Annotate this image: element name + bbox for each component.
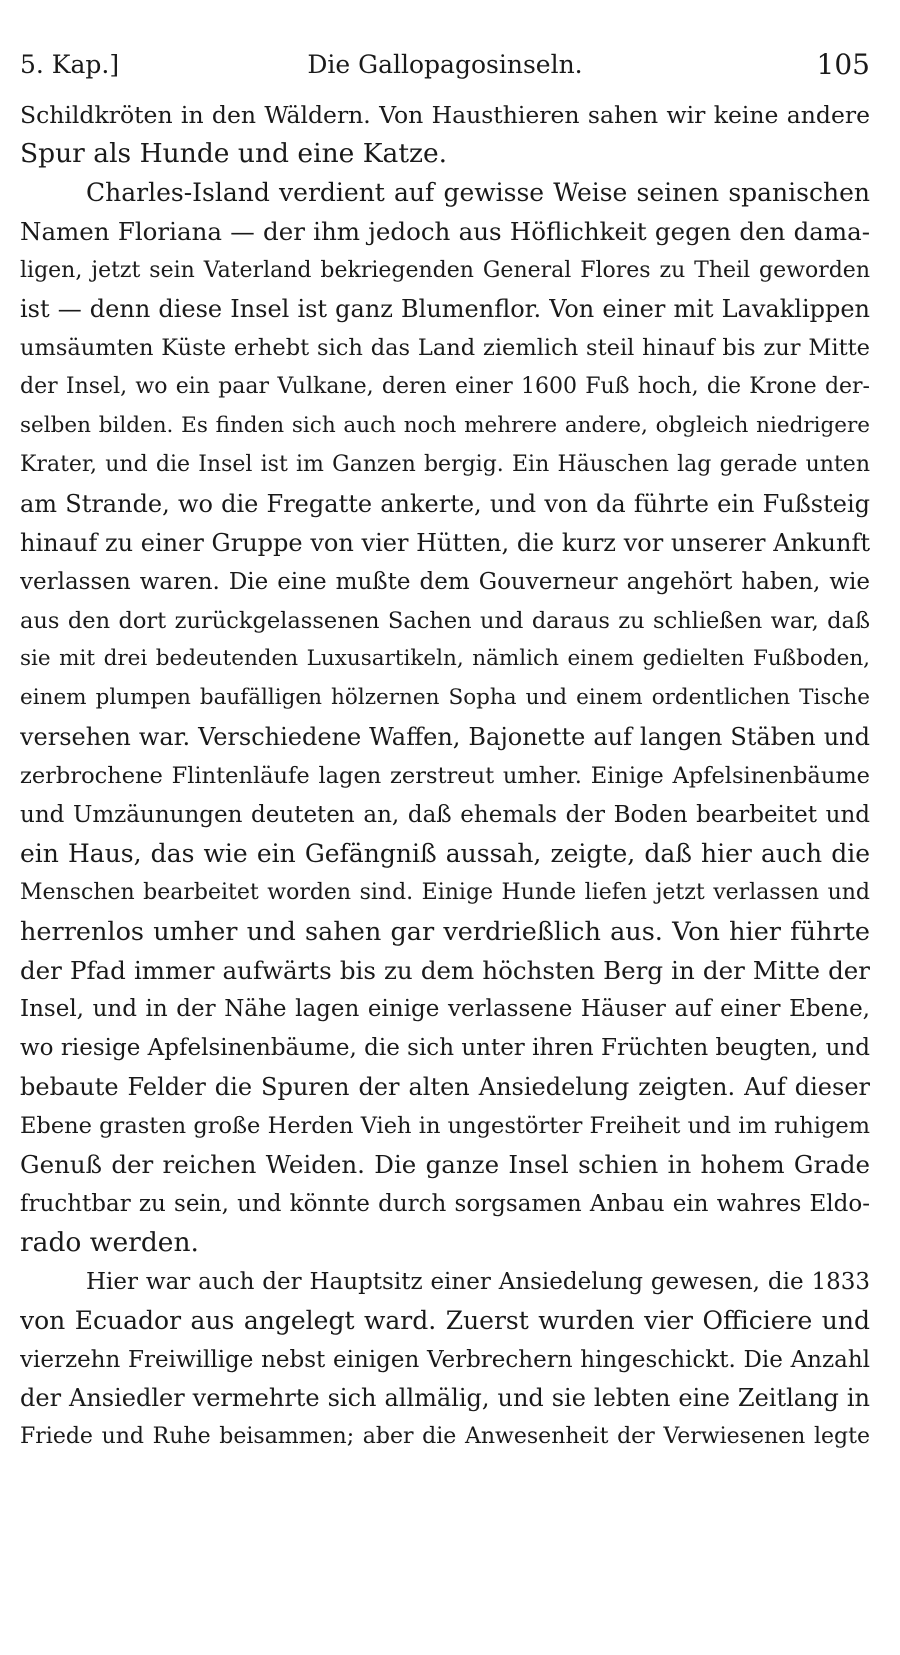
text-line: wo riesige Apfelsinenbäume, die sich unter ihren Früchten beugten, und — [20, 1035, 870, 1062]
text-line: am Strande, wo die Fregatte ankerte, und von da führte ein Fußsteig — [20, 489, 870, 518]
text-line: selben bilden. Es finden sich auch noch mehrere andere, obgleich niedrigere — [20, 413, 870, 439]
text-line: Friede und Ruhe beisammen; aber die Anwesenheit der Verwiesenen legte — [20, 1424, 870, 1450]
text-line: sie mit drei bedeutenden Luxusartikeln, nämlich einem gedielten Fußboden, — [20, 646, 870, 672]
text-line: verlassen waren. Die eine mußte dem Gouverneur angehört haben, wie — [20, 568, 870, 595]
text-line: fruchtbar zu sein, und könnte durch sorgsamen Anbau ein wahres Eldo- — [20, 1190, 870, 1217]
text-line: Genuß der reichen Weiden. Die ganze Insel schien in hohem Grade — [20, 1150, 870, 1180]
text-line: Krater, und die Insel ist im Ganzen bergig. Ein Häuschen lag gerade unten — [20, 452, 870, 478]
text-line: ist — denn diese Insel ist ganz Blumenflor. Von einer mit Lavaklippen — [20, 295, 870, 324]
text-line: Charles-Island verdient auf gewisse Weise seinen spanischen — [86, 177, 870, 207]
book-page — [20, 40, 870, 1457]
text-line: versehen war. Verschiedene Waffen, Bajonette auf langen Stäben und — [20, 723, 870, 752]
running-title: Die Gallopagosinseln. — [307, 50, 583, 79]
text-line: ligen, jetzt sein Vaterland bekriegenden General Flores zu Theil geworden — [20, 257, 870, 283]
text-line: der Pfad immer aufwärts bis zu dem höchsten Berg in der Mitte der — [20, 955, 870, 985]
text-line: Spur als Hunde und eine Katze. — [20, 137, 448, 169]
text-line: von Ecuador aus angelegt ward. Zuerst wurden vier Officiere und — [20, 1305, 870, 1335]
text-line: zerbrochene Flintenläufe lagen zerstreut umher. Einige Apfelsinenbäume — [20, 763, 870, 790]
text-line: Namen Floriana — der ihm jedoch aus Höflichkeit gegen den dama- — [20, 216, 870, 246]
text-line: einem plumpen baufälligen hölzernen Sopha und einem ordentlichen Tische — [20, 685, 870, 711]
text-line: Insel, und in der Nähe lagen einige verlassene Häuser auf einer Ebene, — [20, 996, 870, 1023]
text-line: und Umzäunungen deuteten an, daß ehemals der Boden bearbeitet und — [20, 802, 870, 829]
text-line: rado werden. — [20, 1226, 199, 1258]
chapter-label: 5. Kap.] — [20, 50, 120, 79]
text-line: Schildkröten in den Wäldern. Von Hausthieren sahen wir keine andere — [20, 101, 870, 129]
text-line: vierzehn Freiwillige nebst einigen Verbrechern hingeschickt. Die Anzahl — [20, 1346, 870, 1373]
text-line: Hier war auch der Hauptsitz einer Ansiedelung gewesen, die 1833 — [86, 1268, 870, 1295]
text-line: umsäumten Küste erhebt sich das Land ziemlich steil hinauf bis zur Mitte — [20, 335, 870, 362]
text-line: aus den dort zurückgelassenen Sachen und daraus zu schließen war, daß — [20, 607, 870, 634]
text-line: bebaute Felder die Spuren der alten Ansiedelung zeigten. Auf dieser — [20, 1073, 870, 1102]
text-line: ein Haus, das wie ein Gefängniß aussah, zeigte, daß hier auch die — [20, 838, 870, 868]
text-line: herrenlos umher und sahen gar verdrießlich aus. Von hier führte — [20, 916, 870, 947]
page-body — [20, 96, 870, 1457]
text-line: Ebene grasten große Herden Vieh in ungestörter Freiheit und im ruhigem — [20, 1113, 870, 1140]
running-header — [20, 40, 870, 96]
text-line: Menschen bearbeitet worden sind. Einige Hunde liefen jetzt verlassen und — [20, 879, 870, 905]
text-line: hinauf zu einer Gruppe von vier Hütten, die kurz vor unserer Ankunft — [20, 528, 870, 557]
page-number: 105 — [816, 48, 870, 81]
text-line: der Ansiedler vermehrte sich allmälig, und sie lebten eine Zeitlang in — [20, 1384, 870, 1413]
text-line: der Insel, wo ein paar Vulkane, deren einer 1600 Fuß hoch, die Krone der- — [20, 374, 870, 400]
